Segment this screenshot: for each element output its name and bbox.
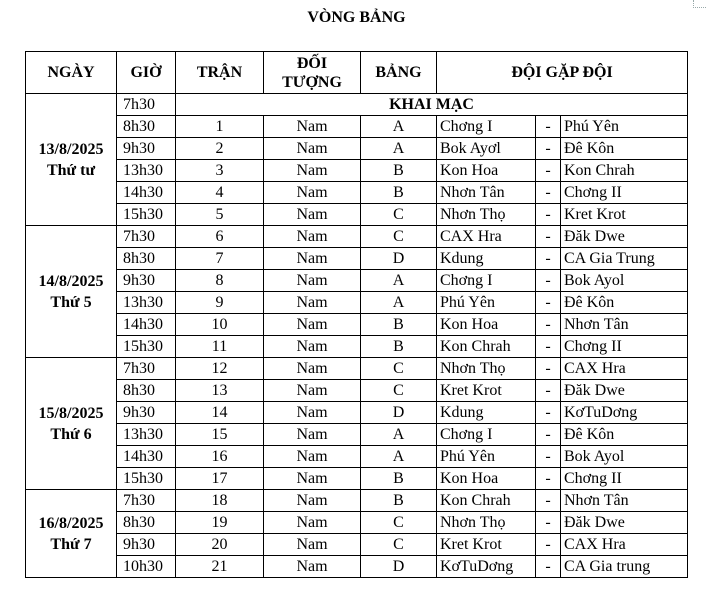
vs-separator: - — [536, 424, 561, 446]
away-team: Bok Ayol — [561, 446, 688, 468]
match-time: 14h30 — [117, 446, 176, 468]
match-row — [26, 512, 688, 534]
match-number: 3 — [176, 160, 264, 182]
match-group: A — [361, 446, 437, 468]
match-number: 6 — [176, 226, 264, 248]
match-category: Nam — [264, 534, 361, 556]
day-cell — [26, 358, 117, 490]
match-group: C — [361, 358, 437, 380]
match-row — [26, 380, 688, 402]
match-category: Nam — [264, 270, 361, 292]
home-team: CAX Hra — [437, 226, 536, 248]
match-number: 8 — [176, 270, 264, 292]
match-category: Nam — [264, 292, 361, 314]
header-match: TRẬN — [176, 52, 264, 94]
away-team: Nhơn Tân — [561, 490, 688, 512]
match-time: 7h30 — [117, 226, 176, 248]
day-weekday: Thứ 7 — [50, 535, 92, 553]
match-row — [26, 270, 688, 292]
match-category: Nam — [264, 358, 361, 380]
away-team: Kon Chrah — [561, 160, 688, 182]
home-team: Chơng I — [437, 116, 536, 138]
match-group: B — [361, 336, 437, 358]
match-time: 9h30 — [117, 138, 176, 160]
header-category — [264, 52, 361, 94]
header-date: NGÀY — [26, 52, 117, 94]
match-group: D — [361, 402, 437, 424]
home-team: Kon Chrah — [437, 490, 536, 512]
away-team: Bok Ayol — [561, 270, 688, 292]
home-team: Kret Krot — [437, 534, 536, 556]
day-cell — [26, 226, 117, 358]
match-category: Nam — [264, 182, 361, 204]
match-group: C — [361, 380, 437, 402]
match-group: A — [361, 292, 437, 314]
home-team: Kdung — [437, 402, 536, 424]
vs-separator: - — [536, 534, 561, 556]
match-category: Nam — [264, 402, 361, 424]
match-row — [26, 490, 688, 512]
match-time: 14h30 — [117, 182, 176, 204]
match-row — [26, 556, 688, 578]
away-team: CA Gia trung — [561, 556, 688, 578]
away-team: KơTuDơng — [561, 402, 688, 424]
match-number: 21 — [176, 556, 264, 578]
match-category: Nam — [264, 380, 361, 402]
match-group: B — [361, 468, 437, 490]
home-team: Nhơn Thọ — [437, 358, 536, 380]
match-number: 17 — [176, 468, 264, 490]
away-team: Nhơn Tân — [561, 314, 688, 336]
match-time: 15h30 — [117, 336, 176, 358]
day-weekday: Thứ 6 — [50, 425, 92, 443]
match-time: 8h30 — [117, 248, 176, 270]
match-number: 20 — [176, 534, 264, 556]
home-team: Nhơn Thọ — [437, 204, 536, 226]
away-team: Chơng II — [561, 182, 688, 204]
away-team: Đê Kôn — [561, 424, 688, 446]
home-team: Phú Yên — [437, 446, 536, 468]
match-time: 7h30 — [117, 358, 176, 380]
match-time: 14h30 — [117, 314, 176, 336]
vs-separator: - — [536, 204, 561, 226]
match-group: C — [361, 226, 437, 248]
match-number: 4 — [176, 182, 264, 204]
match-time: 8h30 — [117, 512, 176, 534]
home-team: Kret Krot — [437, 380, 536, 402]
match-number: 15 — [176, 424, 264, 446]
match-group: D — [361, 556, 437, 578]
match-number: 11 — [176, 336, 264, 358]
match-category: Nam — [264, 424, 361, 446]
schedule-body — [26, 94, 688, 578]
home-team: Kdung — [437, 248, 536, 270]
match-category: Nam — [264, 490, 361, 512]
home-team: Nhơn Thọ — [437, 512, 536, 534]
vs-separator: - — [536, 446, 561, 468]
vs-separator: - — [536, 138, 561, 160]
match-category: Nam — [264, 512, 361, 534]
opening-row — [26, 94, 688, 116]
vs-separator: - — [536, 336, 561, 358]
match-group: C — [361, 204, 437, 226]
vs-separator: - — [536, 556, 561, 578]
match-time: 8h30 — [117, 116, 176, 138]
vs-separator: - — [536, 512, 561, 534]
match-category: Nam — [264, 468, 361, 490]
vs-separator: - — [536, 468, 561, 490]
vs-separator: - — [536, 358, 561, 380]
match-category: Nam — [264, 248, 361, 270]
match-row — [26, 226, 688, 248]
match-group: A — [361, 116, 437, 138]
home-team: Kon Hoa — [437, 314, 536, 336]
match-row — [26, 468, 688, 490]
away-team: CAX Hra — [561, 534, 688, 556]
match-time: 15h30 — [117, 204, 176, 226]
match-number: 10 — [176, 314, 264, 336]
match-group: C — [361, 534, 437, 556]
match-row — [26, 358, 688, 380]
match-number: 19 — [176, 512, 264, 534]
match-row — [26, 182, 688, 204]
match-category: Nam — [264, 204, 361, 226]
match-group: C — [361, 512, 437, 534]
match-row — [26, 446, 688, 468]
vs-separator: - — [536, 116, 561, 138]
vs-separator: - — [536, 182, 561, 204]
match-row — [26, 204, 688, 226]
match-row — [26, 248, 688, 270]
match-time: 10h30 — [117, 556, 176, 578]
match-time: 8h30 — [117, 380, 176, 402]
day-date: 16/8/2025 — [38, 514, 104, 532]
match-number: 14 — [176, 402, 264, 424]
day-weekday: Thứ tư — [46, 161, 96, 179]
match-row — [26, 424, 688, 446]
match-row — [26, 160, 688, 182]
home-team: Chơng I — [437, 270, 536, 292]
day-date: 13/8/2025 — [38, 140, 104, 158]
match-row — [26, 292, 688, 314]
text-boundary-mark — [693, 0, 706, 8]
vs-separator: - — [536, 380, 561, 402]
match-number: 18 — [176, 490, 264, 512]
vs-separator: - — [536, 292, 561, 314]
header-teams: ĐỘI GẶP ĐỘI — [437, 52, 688, 94]
match-time: 15h30 — [117, 468, 176, 490]
vs-separator: - — [536, 270, 561, 292]
header-row — [26, 52, 688, 94]
match-group: B — [361, 182, 437, 204]
away-team: Đăk Dwe — [561, 512, 688, 534]
away-team: Đê Kôn — [561, 138, 688, 160]
match-time: 13h30 — [117, 424, 176, 446]
away-team: Chơng II — [561, 468, 688, 490]
match-row — [26, 314, 688, 336]
away-team: CAX Hra — [561, 358, 688, 380]
day-date: 15/8/2025 — [38, 404, 104, 422]
match-row — [26, 534, 688, 556]
header-category-line1: ĐỐI — [296, 54, 328, 72]
match-group: B — [361, 160, 437, 182]
match-category: Nam — [264, 446, 361, 468]
vs-separator: - — [536, 160, 561, 182]
match-number: 1 — [176, 116, 264, 138]
opening-time: 7h30 — [117, 94, 176, 116]
vs-separator: - — [536, 248, 561, 270]
match-row — [26, 138, 688, 160]
home-team: Nhơn Tân — [437, 182, 536, 204]
vs-separator: - — [536, 314, 561, 336]
match-time: 13h30 — [117, 292, 176, 314]
match-group: A — [361, 270, 437, 292]
away-team: CA Gia Trung — [561, 248, 688, 270]
match-row — [26, 116, 688, 138]
match-number: 13 — [176, 380, 264, 402]
match-time: 9h30 — [117, 534, 176, 556]
page-title: VÒNG BẢNG — [307, 9, 406, 26]
away-team: Đăk Dwe — [561, 380, 688, 402]
match-category: Nam — [264, 556, 361, 578]
match-number: 9 — [176, 292, 264, 314]
match-number: 16 — [176, 446, 264, 468]
match-group: B — [361, 490, 437, 512]
header-group: BẢNG — [361, 52, 437, 94]
day-cell — [26, 490, 117, 578]
header-time: GIỜ — [117, 52, 176, 94]
home-team: KơTuDơng — [437, 556, 536, 578]
match-category: Nam — [264, 226, 361, 248]
match-category: Nam — [264, 314, 361, 336]
vs-separator: - — [536, 226, 561, 248]
vs-separator: - — [536, 490, 561, 512]
away-team: Kret Krot — [561, 204, 688, 226]
match-time: 13h30 — [117, 160, 176, 182]
match-time: 9h30 — [117, 402, 176, 424]
away-team: Đê Kôn — [561, 292, 688, 314]
match-number: 2 — [176, 138, 264, 160]
match-row — [26, 402, 688, 424]
match-category: Nam — [264, 336, 361, 358]
match-group: A — [361, 138, 437, 160]
day-cell — [26, 94, 117, 226]
match-category: Nam — [264, 116, 361, 138]
match-time: 9h30 — [117, 270, 176, 292]
match-category: Nam — [264, 138, 361, 160]
vs-separator: - — [536, 402, 561, 424]
home-team: Phú Yên — [437, 292, 536, 314]
away-team: Chơng II — [561, 336, 688, 358]
match-number: 5 — [176, 204, 264, 226]
match-group: D — [361, 248, 437, 270]
header-category-line2: TƯỢNG — [282, 73, 342, 91]
match-group: A — [361, 424, 437, 446]
day-weekday: Thứ 5 — [50, 293, 92, 311]
match-category: Nam — [264, 160, 361, 182]
match-time: 7h30 — [117, 490, 176, 512]
match-group: B — [361, 314, 437, 336]
away-team: Phú Yên — [561, 116, 688, 138]
match-number: 7 — [176, 248, 264, 270]
day-date: 14/8/2025 — [38, 272, 104, 290]
home-team: Chơng I — [437, 424, 536, 446]
away-team: Đăk Dwe — [561, 226, 688, 248]
match-number: 12 — [176, 358, 264, 380]
opening-label: KHAI MẠC — [176, 94, 688, 116]
schedule-table — [25, 51, 688, 578]
match-row — [26, 336, 688, 358]
home-team: Kon Chrah — [437, 336, 536, 358]
home-team: Kon Hoa — [437, 160, 536, 182]
home-team: Bok Ayơl — [437, 138, 536, 160]
home-team: Kon Hoa — [437, 468, 536, 490]
